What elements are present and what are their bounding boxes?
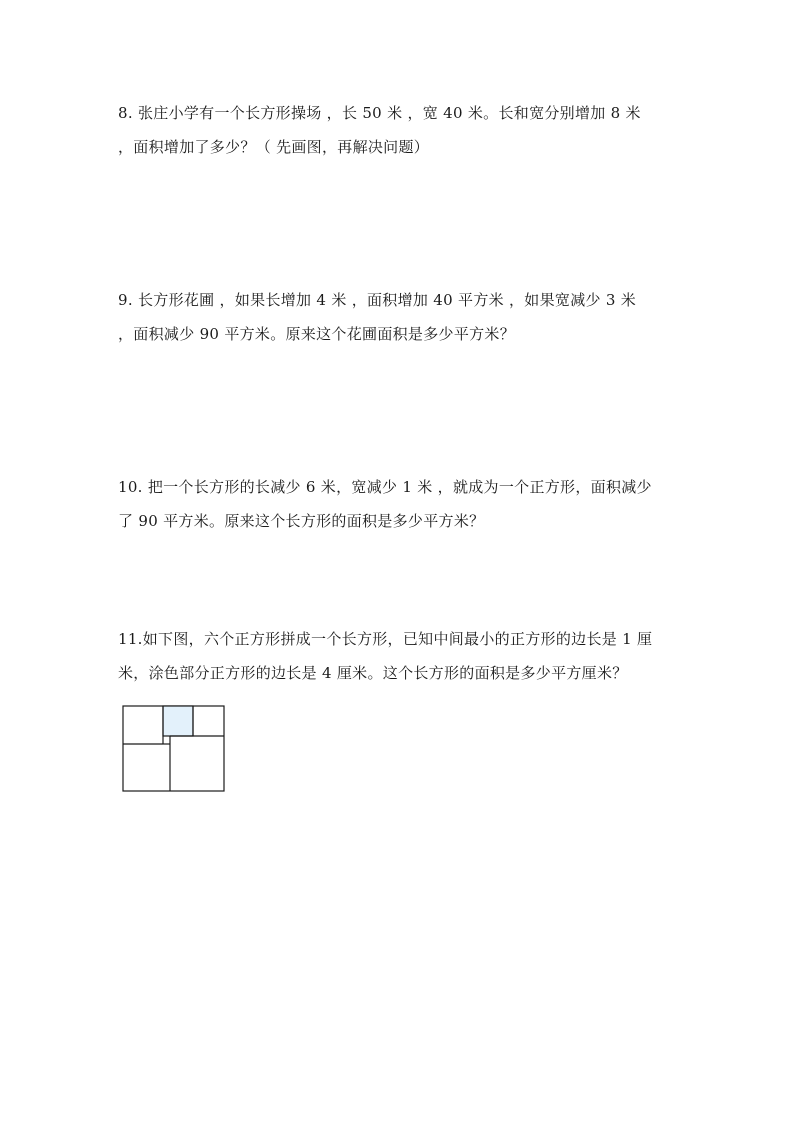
problem-10-line-1: 10. 把一个长方形的长减少 6 米，宽减少 1 米 ，就成为一个正方形，面积减少 [118,478,652,496]
problem-9-line-1: 9. 长方形花圃 ，如果长增加 4 米 ，面积增加 40 平方米 ，如果宽减少 3 米 [118,291,637,309]
problem-8 [118,96,678,164]
problem-10 [118,470,678,538]
problem-10-line-2: 了 90 平方米。原来这个长方形的面积是多少平方米？ [118,512,485,530]
problem-11-line-2: 米，涂色部分正方形的边长是 4 厘米。这个长方形的面积是多少平方厘米？ [118,664,628,682]
problem-8-line-1: 8. 张庄小学有一个长方形操场 ，长 50 米 ，宽 40 米。长和宽分别增加 8 米 [118,104,641,122]
six-squares-figure [122,705,226,793]
problem-11 [118,622,678,690]
problem-9-line-2: ，面积减少 90 平方米。原来这个花圃面积是多少平方米？ [118,325,516,343]
problem-8-line-2: ，面积增加了多少？（ 先画图，再解决问题） [118,138,430,156]
problem-11-line-1: 11.如下图，六个正方形拼成一个长方形，已知中间最小的正方形的边长是 1 厘 [118,630,653,648]
problem-9 [118,283,678,351]
shaded-square [163,706,193,736]
